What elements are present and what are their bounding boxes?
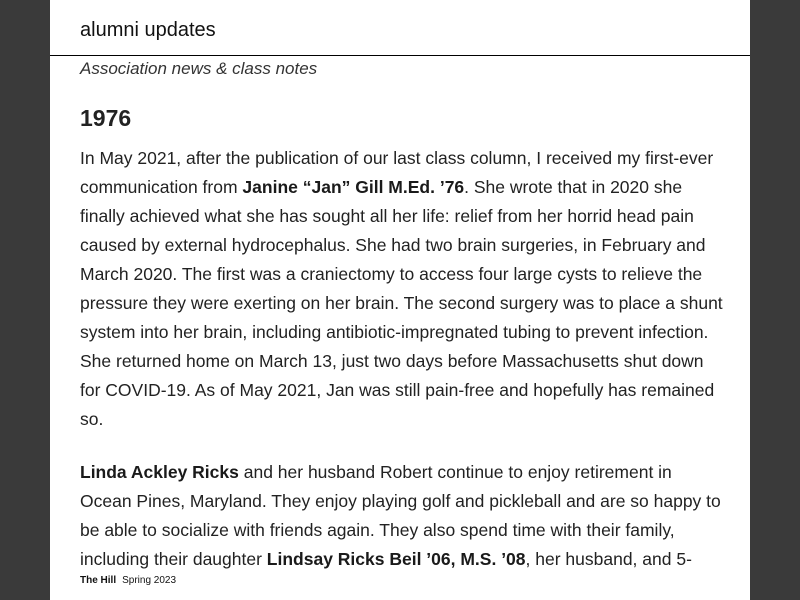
note-text: . She wrote that in 2020 she finally achieved what she has sought all her life: relief from her horrid head pain caused by external hydrocephalus. She had two brain surgeries, in February and March 2020. The first was a craniectomy to access four large cysts to relieve the pressure they were exerting on her brain. The second surgery was to place a shunt system into her brain, including antibiotic-impregnated tubing to prevent infection. She returned home on March 13, just two days before Massachusetts shut down for COVID-19. As of May 2021, Jan was still pain-free and hopefully has remained so. bbox=[80, 177, 723, 429]
page-footer bbox=[80, 575, 176, 586]
note-text: In May 2021, after the publication of our last class column, I received my first-ever communication from bbox=[80, 148, 714, 197]
issue-label: Spring 2023 bbox=[122, 575, 177, 586]
publication-name: The Hill bbox=[80, 575, 117, 586]
note-text: , her husband, and 5- bbox=[525, 549, 692, 569]
class-note-paragraph bbox=[80, 144, 725, 434]
page-subtitle: Association news & class notes bbox=[80, 59, 318, 78]
class-note-paragraph bbox=[80, 458, 725, 574]
alumni-name: Linda Ackley Ricks bbox=[80, 462, 239, 482]
header-divider bbox=[50, 55, 750, 56]
alumni-name: Lindsay Ricks Beil ’06, M.S. ’08 bbox=[266, 549, 526, 569]
site-title[interactable]: alumni updates bbox=[80, 19, 216, 41]
class-notes-body bbox=[80, 144, 725, 598]
note-text: and her husband Robert continue to enjoy retirement in Ocean Pines, Maryland. They enjoy playing golf and pickleball and are so happy to be able to socialize with friends again. They also spend time with their family, including their daughter bbox=[80, 462, 721, 569]
class-year-heading: 1976 bbox=[80, 105, 132, 131]
page bbox=[50, 0, 750, 600]
alumni-name: Janine “Jan” Gill M.Ed. ’76 bbox=[242, 177, 465, 197]
